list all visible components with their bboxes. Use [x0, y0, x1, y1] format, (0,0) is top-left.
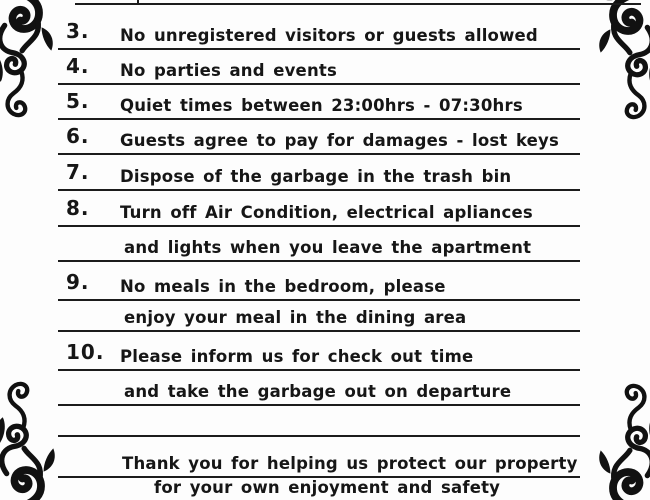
rule-number: 7.: [66, 160, 90, 184]
top-partial-text-remnant: [137, 0, 139, 5]
corner-flourish-icon: [591, 0, 650, 124]
rule-row: [58, 188, 580, 227]
footer-thanks-row: [58, 439, 580, 478]
rule-row: [58, 116, 580, 155]
corner-flourish-icon: [591, 379, 650, 500]
rule-number: 6.: [66, 124, 90, 148]
rule-text: and lights when you leave the apartment: [124, 238, 532, 257]
rule-row: [58, 11, 580, 50]
rule-row-continuation: [58, 223, 580, 262]
rule-text: Please inform us for check out time: [120, 347, 474, 366]
footer-safety-text: for your own enjoyment and safety: [154, 478, 501, 497]
rule-row-continuation: [58, 367, 580, 406]
rule-text: and take the garbage out on departure: [124, 382, 512, 401]
rule-row: [58, 46, 580, 85]
rule-number: 5.: [66, 89, 90, 113]
rule-text: No meals in the bedroom, please: [120, 277, 446, 296]
footer-thanks-text: Thank you for helping us protect our property: [122, 454, 578, 473]
rule-row: [58, 81, 580, 120]
rule-number: 10.: [66, 340, 105, 364]
rule-text: No unregistered visitors or guests allowed: [120, 26, 538, 45]
corner-flourish-icon: [0, 0, 61, 122]
rule-text: No parties and events: [120, 61, 337, 80]
rule-text: Dispose of the garbage in the trash bin: [120, 167, 512, 186]
rule-row-continuation: [58, 293, 580, 332]
blank-ruled-line: [58, 435, 580, 437]
rule-number: 8.: [66, 196, 90, 220]
rule-row: [58, 152, 580, 191]
rule-number: 4.: [66, 54, 90, 78]
top-partial-rule-line: [75, 3, 641, 5]
rule-text: Turn off Air Condition, electrical apliances: [120, 203, 533, 222]
rule-number: 3.: [66, 19, 90, 43]
rule-number: 9.: [66, 270, 90, 294]
rule-text: enjoy your meal in the dining area: [124, 308, 467, 327]
rule-text: Guests agree to pay for damages - lost keys: [120, 131, 560, 150]
corner-flourish-icon: [0, 377, 63, 500]
rule-row: [58, 332, 580, 371]
rule-text: Quiet times between 23:00hrs - 07:30hrs: [120, 96, 523, 115]
